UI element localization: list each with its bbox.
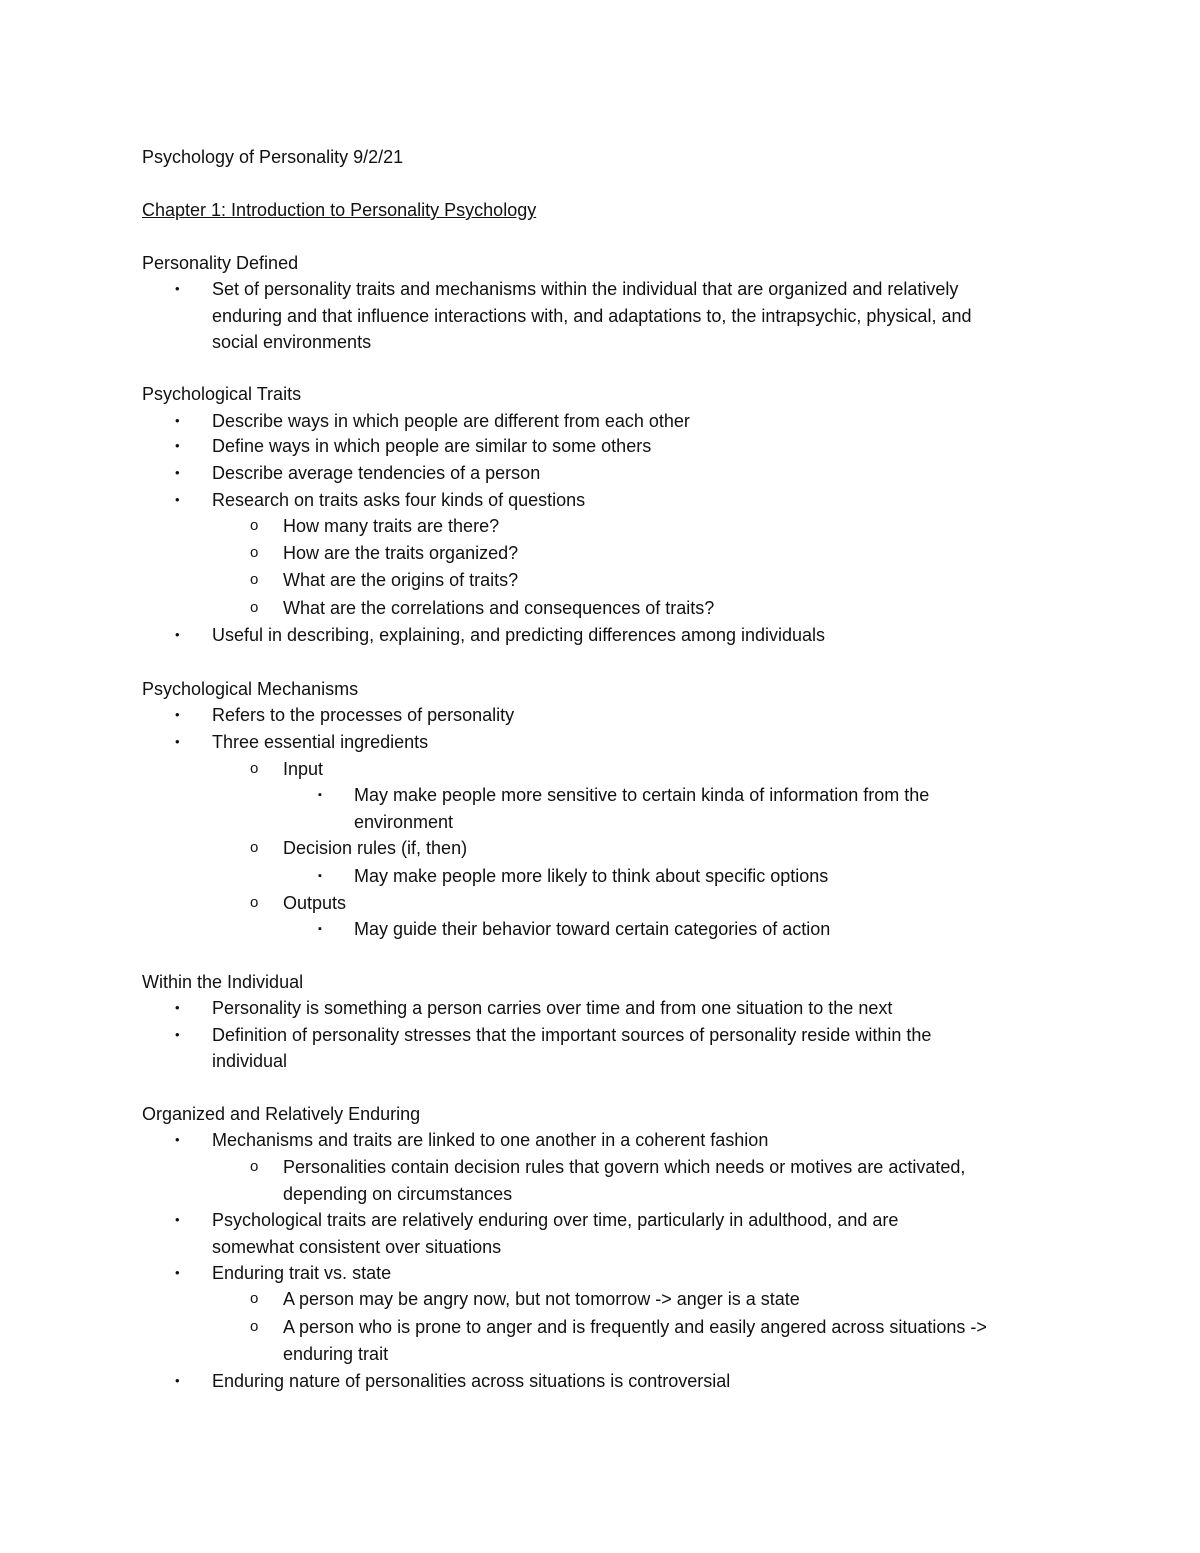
circle-marker: o [250,599,259,616]
sub-list-item-continuation: depending on circumstances [283,1184,513,1204]
sub-list-item-continuation: enduring trait [283,1344,389,1364]
sub-list-item: How are the traits organized? [283,543,519,563]
list-item: Personality is something a person carries over time and from one situation to the next [212,998,893,1018]
list-item-continuation: somewhat consistent over situations [212,1237,502,1257]
bullet-marker: • [175,492,180,507]
document-title: Psychology of Personality 9/2/21 [142,147,404,167]
bullet-marker: • [175,438,180,453]
sub-sub-list-item: May guide their behavior toward certain categories of action [354,919,831,939]
circle-marker: o [250,839,259,856]
sub-list-item: Personalities contain decision rules that govern which needs or motives are activated, [283,1157,966,1177]
section-heading-defined: Personality Defined [142,253,299,273]
bullet-marker: • [175,734,180,749]
sub-sub-list-item: May make people more sensitive to certain kinda of information from the [354,785,930,805]
list-item: Describe ways in which people are different from each other [212,411,690,431]
sub-list-item: What are the correlations and consequences of traits? [283,598,715,618]
sub-list-item: Decision rules (if, then) [283,838,468,858]
list-item-continuation: social environments [212,332,372,352]
circle-marker: o [250,1318,259,1335]
chapter-heading: Chapter 1: Introduction to Personality Psychology [142,200,537,220]
circle-marker: o [250,544,259,561]
sub-list-item: Input [283,759,324,779]
circle-marker: o [250,760,259,777]
square-marker: ▪ [318,789,322,801]
circle-marker: o [250,1290,259,1307]
section-heading-organized: Organized and Relatively Enduring [142,1104,421,1124]
list-item: Three essential ingredients [212,732,429,752]
list-item: Definition of personality stresses that the important sources of personality reside within the [212,1025,932,1045]
list-item: Define ways in which people are similar to some others [212,436,652,456]
circle-marker: o [250,571,259,588]
section-heading-within: Within the Individual [142,972,304,992]
list-item: Mechanisms and traits are linked to one another in a coherent fashion [212,1130,769,1150]
bullet-marker: • [175,1132,180,1147]
bullet-marker: • [175,465,180,480]
list-item: Describe average tendencies of a person [212,463,541,483]
sub-list-item: A person who is prone to anger and is frequently and easily angered across situations -> [283,1317,987,1337]
list-item: Enduring trait vs. state [212,1263,392,1283]
circle-marker: o [250,517,259,534]
sub-sub-list-item-continuation: environment [354,812,454,832]
sub-sub-list-item: May make people more likely to think about specific options [354,866,829,886]
list-item: Psychological traits are relatively enduring over time, particularly in adulthood, and are [212,1210,899,1230]
bullet-marker: • [175,281,180,296]
square-marker: ▪ [318,870,322,882]
square-marker: ▪ [318,923,322,935]
list-item-continuation: enduring and that influence interactions with, and adaptations to, the intrapsychic, physical, and [212,306,972,326]
sub-list-item: What are the origins of traits? [283,570,519,590]
circle-marker: o [250,1158,259,1175]
section-heading-mechanisms: Psychological Mechanisms [142,679,359,699]
list-item: Refers to the processes of personality [212,705,515,725]
bullet-marker: • [175,1265,180,1280]
bullet-marker: • [175,1212,180,1227]
bullet-marker: • [175,707,180,722]
circle-marker: o [250,894,259,911]
list-item: Enduring nature of personalities across situations is controversial [212,1371,731,1391]
list-item: Set of personality traits and mechanisms within the individual that are organized and relatively [212,279,959,299]
sub-list-item: A person may be angry now, but not tomorrow -> anger is a state [283,1289,800,1309]
sub-list-item: Outputs [283,893,347,913]
section-heading-traits: Psychological Traits [142,384,302,404]
list-item: Research on traits asks four kinds of questions [212,490,586,510]
sub-list-item: How many traits are there? [283,516,500,536]
bullet-marker: • [175,1373,180,1388]
list-item: Useful in describing, explaining, and predicting differences among individuals [212,625,826,645]
bullet-marker: • [175,413,180,428]
bullet-marker: • [175,1027,180,1042]
list-item-continuation: individual [212,1051,288,1071]
bullet-marker: • [175,1000,180,1015]
bullet-marker: • [175,627,180,642]
